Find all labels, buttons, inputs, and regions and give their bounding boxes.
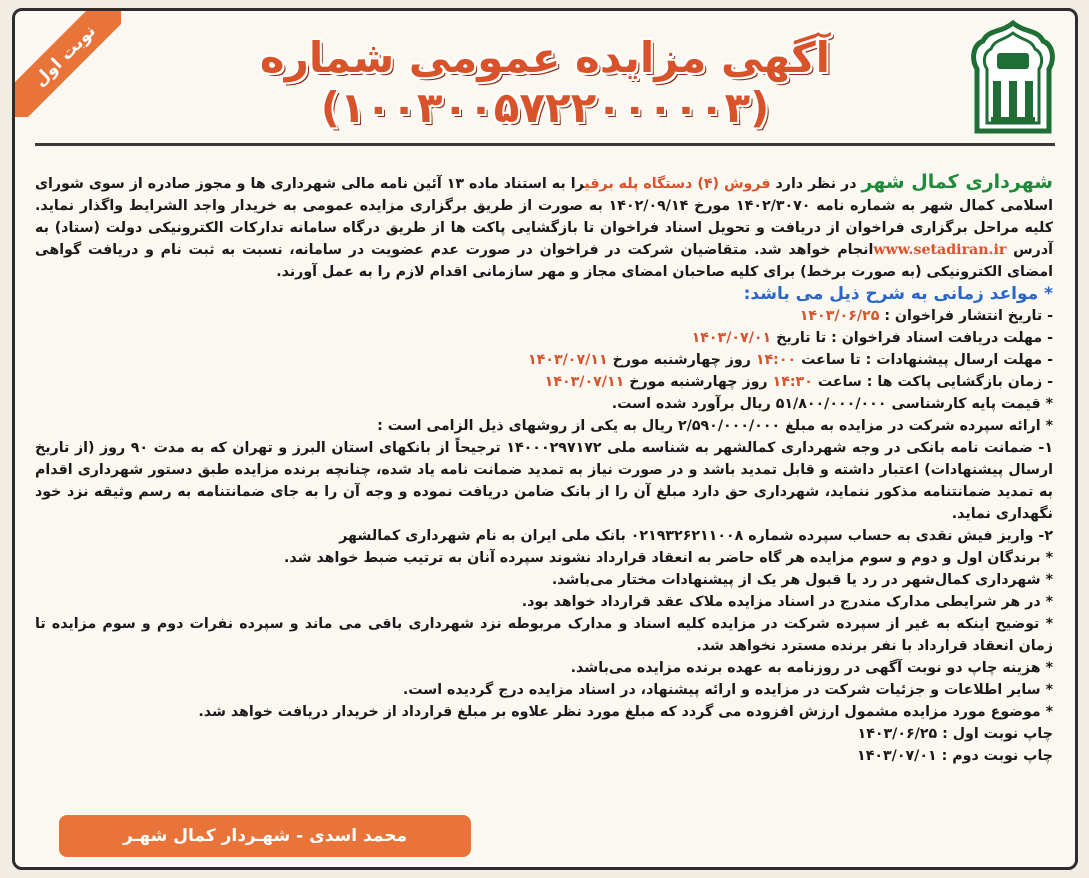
schedule-label: روز چهارشنبه مورخ [612,352,751,368]
ad-frame [12,8,1078,870]
municipality-emblem-icon [965,19,1061,139]
documents-clause: * در هر شرایطی مدارک مندرج در اسناد مزایده ملاک عقد قرارداد خواهد بود. [521,594,1053,610]
winners-clause: * برندگان اول و دوم و سوم مزایده هر گاه حاضر به انعقاد قرارداد نشوند سپرده آنان به ترتیب ضبط خواهد شد. [284,550,1053,566]
more-info-clause: * سایر اطلاعات و جزئیات شرکت در مزایده و ارائه پیشنهاد، در اسناد مزایده درج گردیده است. [402,682,1053,698]
schedule-label: - تاریخ انتشار فراخوان : [884,308,1053,324]
auction-item: فروش (۴) دستگاه پله برقی [584,176,771,192]
print-second: چاپ نوبت دوم : ۱۴۰۳/۰۷/۰۱ [857,748,1053,764]
schedule-label: - مهلت دریافت اسناد فراخوان : تا تاریخ [776,330,1053,346]
reject-clause: * شهرداری کمال‌شهر در رد یا قبول هر یک از پیشنهادات مختار می‌باشد. [551,572,1053,588]
schedule-label: - مهلت ارسال پیشنهادات : تا ساعت [801,352,1053,368]
deposit-method-2: ۲- واریز فیش نقدی به حساب سپرده شماره ۰۲۱۹۳۲۶۲۱۱۰۰۸ بانک ملی ایران به نام شهرداری کمالشهر [339,528,1053,544]
schedule-date: ۱۴۰۳/۰۷/۰۱ [691,330,772,346]
schedule-docs [35,327,1053,349]
intro-text-3: انجام خواهد شد. متقاضیان شرکت در فراخوان در صورت عدم عضویت در سامانه، نسبت به ثبت نام و دریافت گواهی امضای الکترونیکی (به صورت برخط) برای کلیه صاحبان امضای مجاز و مهر سازمانی اقدام لازم را به عمل آورند. [35,242,1053,280]
schedule-time: ۱۴:۰۰ [755,352,797,368]
intro-paragraph [35,171,1053,283]
schedule-label: - زمان بازگشایی پاکت ها : ساعت [817,374,1053,390]
vat-clause: * موضوع مورد مزایده مشمول ارزش افزوده می گردد که مبلغ مورد نظر علاوه بر مبلغ قرارداد از خریدار دریافت خواهد شد. [198,704,1053,720]
setad-link[interactable]: www.setadiran.ir [873,242,1007,258]
title-divider [35,143,1055,146]
ribbon-label: نوبت اول [12,8,121,117]
schedule-label: روز چهارشنبه مورخ [629,374,768,390]
schedule-time: ۱۴:۳۰ [772,374,813,390]
corner-ribbon [12,8,121,117]
schedule-opening [35,371,1053,393]
intro-text-1: در نظر دارد [775,176,857,192]
base-price: * قیمت پایه کارشناسی ۵۱/۸۰۰/۰۰۰/۰۰۰ ریال برآورد شده است. [611,396,1053,412]
page-title: آگهی مزایده عمومی شماره (۱۰۰۳۰۰۵۷۲۲۰۰۰۰۰۳) [259,33,831,133]
deposit-clause: * ارائه سپرده شرکت در مزایده به مبلغ ۲/۵۹۰/۰۰۰/۰۰۰ ریال به یکی از روشهای ذیل الزامی است : [377,418,1053,434]
schedule-list [35,305,1053,393]
ad-cost-clause: * هزینه چاپ دو نوبت آگهی در روزنامه به عهده برنده مزایده می‌باشد. [570,660,1053,676]
schedule-date: ۱۴۰۳/۰۶/۲۵ [799,308,880,324]
signature-badge: محمد اسدی - شهـردار کمال شهـر [59,815,471,857]
schedule-publish [35,305,1053,327]
print-first: چاپ نوبت اول : ۱۴۰۳/۰۶/۲۵ [857,726,1053,742]
header [15,11,1075,151]
note-clause: * توضیح اینکه به غیر از سپرده شرکت در مزایده کلیه اسناد و مدارک مربوطه نزد شهرداری باقی می ماند و سپرده نفرات دوم و سوم مزایده تا زمان انعقاد قرارداد با نفر برنده مسترد نخواهد شد. [35,616,1053,654]
org-name: شهرداری کمال شهر [861,171,1053,193]
intro-text-2: را به استناد ماده ۱۳ آئین نامه مالی شهرداری ها و مجوز صادره از سوی شورای اسلامی کمال شهر به شماره نامه ۱۴۰۲/۳۰۷۰ مورخ ۱۴۰۲/۰۹/۱۴ به صورت از طریق برگزاری مزایده عمومی به خریدار واجد الشرایط واگذار نماید. کلیه مراحل برگزاری فراخوان از دریافت و تحویل اسناد فراخوان تا بازگشایی پاکت ها از طریق درگاه سامانه تدارکات الکترونیکی دولت (ستاد) به آدرس [35,176,1054,258]
schedule-date: ۱۴۰۳/۰۷/۱۱ [527,352,608,368]
deposit-method-1: ۱- ضمانت نامه بانکی در وجه شهرداری کمالشهر به شناسه ملی ۱۴۰۰۰۲۹۷۱۷۲ ترجیحاً از بانکهای استان البرز و تهران که به مدت ۹۰ روز (از تاریخ ارسال پیشنهادات) اعتبار داشته و قابل تمدید باشد و در صورت نیاز به تمدید ضمانت نامه یاد شده، چنانچه برنده مزایده طبق دستور شهرداری اقدام به تمدید ضمانتنامه مذکور ننماید، شهرداری حق دارد مبلغ آن را از بانک ضامن دریافت نموده و وجه آن را به جای ضمانتنامه به رسم وثیقه نزد خود نگهداری نماید. [35,440,1053,522]
schedule-date: ۱۴۰۳/۰۷/۱۱ [544,374,625,390]
schedule-offers [35,349,1053,371]
ad-body [35,171,1053,767]
schedule-title: * مواعد زمانی به شرح ذیل می باشد: [743,284,1053,304]
